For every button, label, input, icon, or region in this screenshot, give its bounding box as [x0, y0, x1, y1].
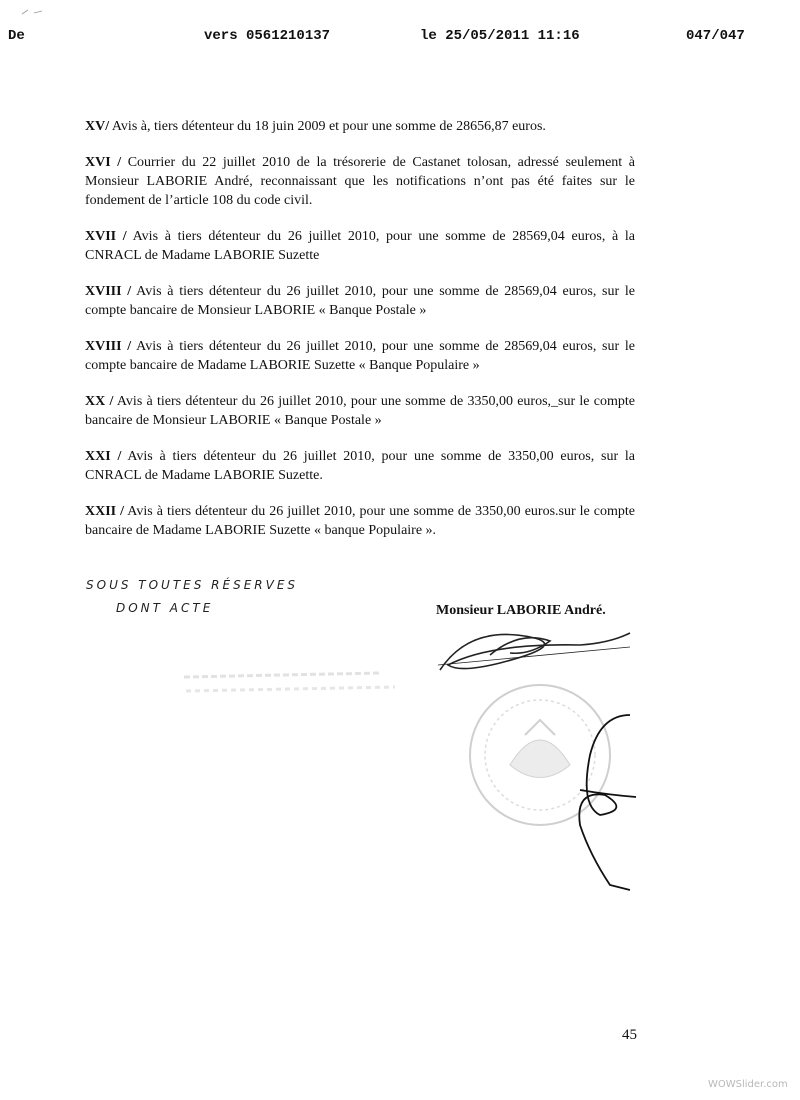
handwritten-note: [86, 578, 298, 615]
paragraph-text: Avis à, tiers détenteur du 18 juin 2009 et pour une somme de 28656,87 euros.: [109, 119, 546, 134]
paragraph-number: XVII /: [85, 229, 127, 244]
paragraph-text: Avis à tiers détenteur du 26 juillet 2010, pour une somme de 3350,00 euros,_sur le compte bancaire de Monsieur LABORIE « Banque Postale »: [85, 394, 635, 428]
fax-sender: De: [8, 28, 25, 44]
document-body: [85, 117, 635, 557]
paragraph-xvii: [85, 227, 635, 265]
paragraph-xvi: [85, 153, 635, 210]
fax-header: [0, 28, 800, 50]
paragraph-xviii-a: [85, 282, 635, 320]
paragraph-number: XX /: [85, 394, 114, 409]
fax-date: le 25/05/2011 11:16: [420, 28, 580, 44]
paragraph-number: XVI /: [85, 155, 122, 170]
page-number: 45: [622, 1027, 637, 1043]
fax-page-count: 047/047: [686, 28, 745, 44]
paragraph-text: Avis à tiers détenteur du 26 juillet 2010, pour une somme de 28569,04 euros, à la CNRACL de Madame LABORIE Suzette: [85, 229, 636, 263]
paragraph-xviii-b: [85, 337, 635, 375]
paragraph-number: XVIII /: [85, 284, 132, 299]
watermark: WOWSlider.com: [708, 1079, 788, 1090]
paragraph-text: Avis à tiers détenteur du 26 juillet 2010, pour une somme de 28569,04 euros, sur le compte bancaire de Monsieur LABORIE « Banque Postale »: [85, 284, 635, 318]
handwritten-note-line-1: SOUS TOUTES RÉSERVES: [86, 578, 299, 592]
paragraph-xx: [85, 392, 635, 430]
fax-noise-mark: [20, 8, 50, 16]
paragraph-number: XVIII /: [85, 339, 132, 354]
signer-name: Monsieur LABORIE André.: [436, 603, 606, 618]
paragraph-number: XXII /: [85, 504, 125, 519]
signature-and-seal: [430, 615, 650, 895]
paragraph-number: XV/: [85, 119, 110, 134]
faint-stamp-text: [180, 667, 410, 707]
paragraph-text: Avis à tiers détenteur du 26 juillet 2010, pour une somme de 3350,00 euros.sur le compte bancaire de Madame LABORIE Suzette « banque Populaire ».: [85, 504, 635, 538]
paragraph-xxi: [85, 447, 635, 485]
official-seal-stamp: [470, 685, 610, 825]
signature-scribble: [438, 633, 630, 670]
paragraph-xxii: [85, 502, 635, 540]
fax-recipient-number: vers 0561210137: [204, 28, 331, 44]
paragraph-number: XXI /: [85, 449, 122, 464]
handwritten-note-line-2: DONT ACTE: [116, 601, 214, 615]
paragraph-text: Courrier du 22 juillet 2010 de la trésorerie de Castanet tolosan, adressé seulement à Monsieur LABORIE André, reconnaissant que les notifications n’ont pas été faites sur le fondement de l’article 108 du code civil.: [85, 155, 635, 208]
paragraph-xv: [85, 117, 635, 136]
paragraph-text: Avis à tiers détenteur du 26 juillet 2010, pour une somme de 3350,00 euros, sur la CNRACL de Madame LABORIE Suzette.: [85, 449, 635, 483]
paragraph-text: Avis à tiers détenteur du 26 juillet 2010, pour une somme de 28569,04 euros, sur le compte bancaire de Madame LABORIE Suzette « Banque Populaire »: [85, 339, 635, 373]
